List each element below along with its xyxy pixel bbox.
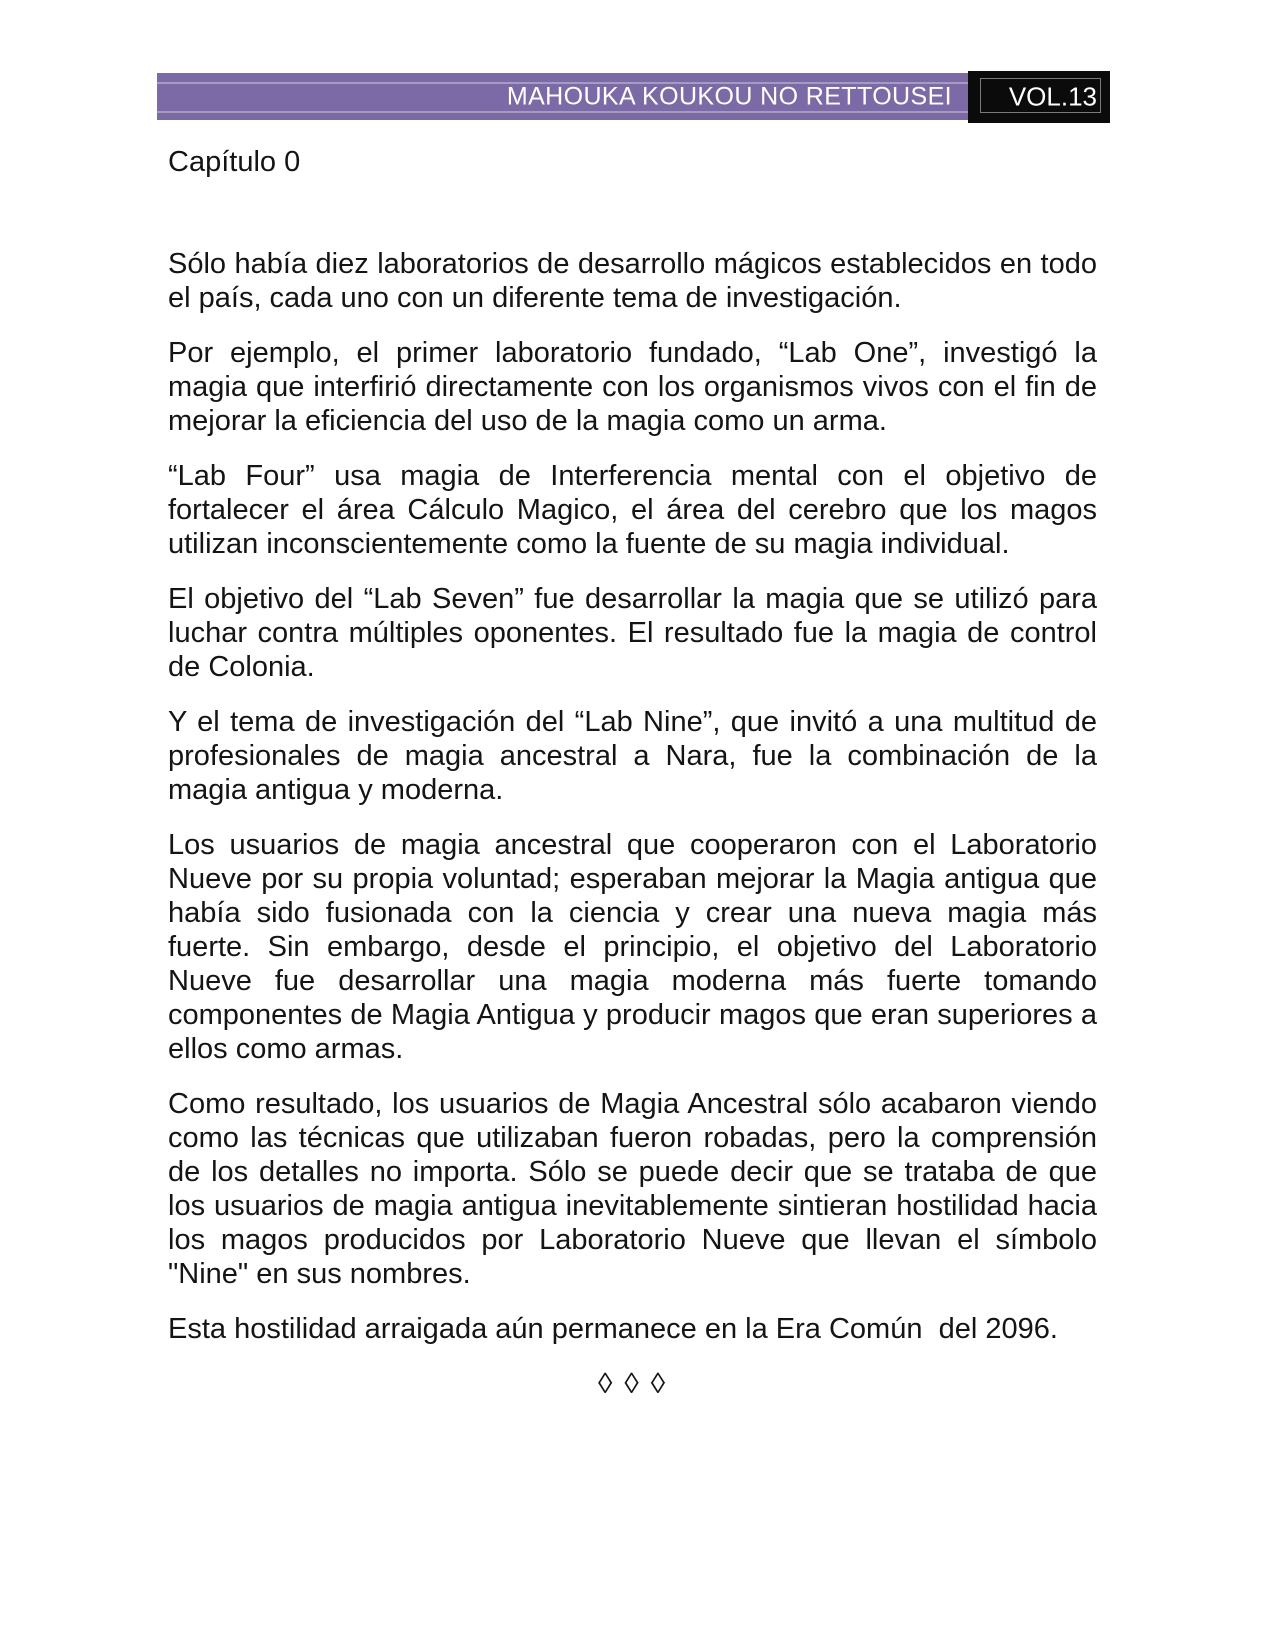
chapter-title: Capítulo 0 bbox=[168, 146, 301, 178]
document-body bbox=[168, 145, 1097, 1401]
paragraph: Como resultado, los usuarios de Magia Ancestral sólo acabaron viendo como las técnicas que utilizaban fueron robadas, pero la comprensión de los detalles no importa. Sólo se puede decir que se trataba de que los usuarios de magia antigua inevitablemente sintieran hostilidad hacia los magos producidos por Laboratorio Nueve que llevan el símbolo "Nine" en sus nombres. bbox=[168, 1088, 1097, 1290]
header-volume-badge bbox=[968, 71, 1110, 123]
section-divider: ◊ ◊ ◊ bbox=[597, 1368, 668, 1400]
header-title-bar bbox=[157, 73, 968, 120]
header-volume-label: VOL.13 bbox=[1008, 81, 1097, 112]
header-title: MAHOUKA KOUKOU NO RETTOUSEI bbox=[506, 82, 952, 110]
paragraph: “Lab Four” usa magia de Interferencia mental con el objetivo de fortalecer el área Cálculo Magico, el área del cerebro que los magos utilizan inconscientemente como la fuente de su magia individual. bbox=[168, 460, 1097, 560]
paragraph: Por ejemplo, el primer laboratorio fundado, “Lab One”, investigó la magia que interfirió directamente con los organismos vivos con el fin de mejorar la eficiencia del uso de la magia como un arma. bbox=[168, 337, 1097, 437]
paragraph: Y el tema de investigación del “Lab Nine”, que invitó a una multitud de profesionales de magia ancestral a Nara, fue la combinación de la magia antigua y moderna. bbox=[168, 706, 1097, 806]
paragraph: Los usuarios de magia ancestral que cooperaron con el Laboratorio Nueve por su propia voluntad; esperaban mejorar la Magia antigua que había sido fusionada con la ciencia y crear una nueva magia más fuerte. Sin embargo, desde el principio, el objetivo del Laboratorio Nueve fue desarrollar una magia moderna más fuerte tomando componentes de Magia Antigua y producir magos que eran superiores a ellos como armas. bbox=[168, 829, 1097, 1065]
paragraph: El objetivo del “Lab Seven” fue desarrollar la magia que se utilizó para luchar contra múltiples oponentes. El resultado fue la magia de control de Colonia. bbox=[168, 583, 1097, 683]
paragraph: Esta hostilidad arraigada aún permanece en la Era Común del 2096. bbox=[168, 1313, 1058, 1345]
header-rule-bottom bbox=[157, 111, 968, 113]
paragraph: Sólo había diez laboratorios de desarrollo mágicos establecidos en todo el país, cada uno con un diferente tema de investigación. bbox=[168, 248, 1097, 314]
page-header bbox=[157, 73, 1110, 123]
